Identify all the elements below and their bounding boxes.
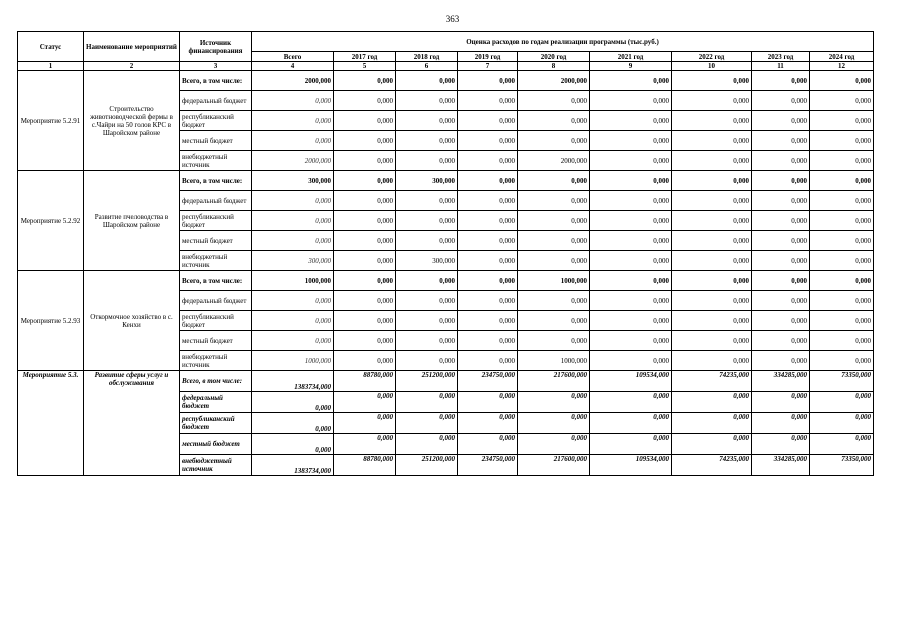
value-cell: 0,000 — [810, 434, 874, 455]
header-status: Статус — [18, 32, 84, 62]
value-cell: 0,000 — [458, 434, 518, 455]
value-cell: 2000,000 — [518, 71, 590, 91]
value-cell: 0,000 — [334, 291, 396, 311]
value-cell: 0,000 — [672, 131, 752, 151]
value-cell: 1000,000 — [252, 271, 334, 291]
value-cell: 0,000 — [590, 151, 672, 171]
funding-source: местный бюджет — [180, 434, 252, 455]
funding-source: Всего, в том числе: — [180, 371, 252, 392]
value-cell: 0,000 — [810, 311, 874, 331]
funding-source: внебюджетный источник — [180, 151, 252, 171]
value-cell: 0,000 — [590, 231, 672, 251]
value-cell: 0,000 — [252, 211, 334, 231]
value-cell: 0,000 — [518, 111, 590, 131]
value-cell: 0,000 — [396, 191, 458, 211]
table-row — [18, 171, 874, 191]
value-cell: 0,000 — [252, 231, 334, 251]
value-cell: 0,000 — [458, 231, 518, 251]
funding-source: внебюджетный источник — [180, 455, 252, 476]
value-cell: 73350,000 — [810, 455, 874, 476]
value-cell: 0,000 — [334, 311, 396, 331]
page-number: 363 — [445, 14, 460, 24]
value-cell: 0,000 — [590, 351, 672, 371]
value-cell: 0,000 — [396, 111, 458, 131]
value-cell: 0,000 — [672, 392, 752, 413]
funding-source: республиканский бюджет — [180, 311, 252, 331]
value-cell: 0,000 — [396, 331, 458, 351]
header-colnum-3: 3 — [180, 62, 252, 71]
value-cell: 0,000 — [810, 111, 874, 131]
value-cell: 0,000 — [752, 91, 810, 111]
value-cell: 0,000 — [810, 191, 874, 211]
value-cell: 0,000 — [396, 311, 458, 331]
value-cell: 0,000 — [458, 311, 518, 331]
value-cell: 0,000 — [672, 311, 752, 331]
header-year-2: 2018 год — [396, 52, 458, 62]
value-cell: 88780,000 — [334, 455, 396, 476]
funding-source: федеральный бюджет — [180, 392, 252, 413]
funding-source: Всего, в том числе: — [180, 71, 252, 91]
value-cell: 0,000 — [396, 91, 458, 111]
table-row — [18, 71, 874, 91]
value-cell: 0,000 — [590, 111, 672, 131]
value-cell: 0,000 — [518, 311, 590, 331]
value-cell: 0,000 — [518, 291, 590, 311]
value-cell: 0,000 — [334, 351, 396, 371]
value-cell: 334285,000 — [752, 455, 810, 476]
header-colnum-4: 4 — [252, 62, 334, 71]
value-cell: 0,000 — [752, 413, 810, 434]
funding-source: республиканский бюджет — [180, 413, 252, 434]
value-cell: 0,000 — [810, 131, 874, 151]
value-cell: 0,000 — [672, 351, 752, 371]
measure-status: Мероприятие 5.2.91 — [18, 71, 84, 171]
funding-source: внебюджетный источник — [180, 251, 252, 271]
value-cell: 0,000 — [396, 71, 458, 91]
value-cell: 0,000 — [810, 291, 874, 311]
header-colnum-8: 8 — [518, 62, 590, 71]
value-cell: 2000,000 — [518, 151, 590, 171]
value-cell: 0,000 — [252, 434, 334, 455]
value-cell: 0,000 — [518, 231, 590, 251]
value-cell: 0,000 — [810, 231, 874, 251]
value-cell: 0,000 — [334, 211, 396, 231]
header-colnum-12: 12 — [810, 62, 874, 71]
value-cell: 0,000 — [396, 211, 458, 231]
header-estimate: Оценка расходов по годам реализации программы (тыс.руб.) — [252, 32, 874, 52]
value-cell: 0,000 — [396, 351, 458, 371]
value-cell: 0,000 — [672, 331, 752, 351]
funding-source: республиканский бюджет — [180, 111, 252, 131]
value-cell: 0,000 — [334, 171, 396, 191]
funding-source: Всего, в том числе: — [180, 271, 252, 291]
value-cell: 0,000 — [334, 131, 396, 151]
value-cell: 74235,000 — [672, 455, 752, 476]
value-cell: 109534,000 — [590, 371, 672, 392]
value-cell: 0,000 — [810, 351, 874, 371]
value-cell: 0,000 — [810, 71, 874, 91]
value-cell: 88780,000 — [334, 371, 396, 392]
value-cell: 0,000 — [458, 131, 518, 151]
table-row — [18, 371, 874, 392]
value-cell: 0,000 — [752, 71, 810, 91]
value-cell: 0,000 — [752, 311, 810, 331]
funding-source: республиканский бюджет — [180, 211, 252, 231]
funding-source: местный бюджет — [180, 231, 252, 251]
funding-source: внебюджетный источник — [180, 351, 252, 371]
value-cell: 0,000 — [752, 271, 810, 291]
value-cell: 300,000 — [252, 171, 334, 191]
value-cell: 1000,000 — [252, 351, 334, 371]
value-cell: 0,000 — [252, 291, 334, 311]
value-cell: 1000,000 — [518, 271, 590, 291]
measure-status: Мероприятие 5.3. — [18, 371, 84, 476]
value-cell: 0,000 — [810, 413, 874, 434]
value-cell: 0,000 — [518, 434, 590, 455]
value-cell: 0,000 — [672, 71, 752, 91]
value-cell: 2000,000 — [252, 151, 334, 171]
value-cell: 0,000 — [810, 171, 874, 191]
value-cell: 251200,000 — [396, 455, 458, 476]
header-source: Источник финансирования — [180, 32, 252, 62]
value-cell: 0,000 — [252, 311, 334, 331]
value-cell: 0,000 — [458, 211, 518, 231]
value-cell: 0,000 — [334, 111, 396, 131]
value-cell: 300,000 — [396, 251, 458, 271]
value-cell: 0,000 — [458, 351, 518, 371]
value-cell: 0,000 — [590, 413, 672, 434]
value-cell: 0,000 — [810, 392, 874, 413]
value-cell: 0,000 — [590, 191, 672, 211]
table-row — [18, 271, 874, 291]
value-cell: 0,000 — [672, 151, 752, 171]
value-cell: 0,000 — [752, 231, 810, 251]
value-cell: 0,000 — [672, 291, 752, 311]
header-colnum-2: 2 — [84, 62, 180, 71]
value-cell: 0,000 — [252, 131, 334, 151]
value-cell: 0,000 — [810, 151, 874, 171]
value-cell: 0,000 — [752, 434, 810, 455]
value-cell: 73350,000 — [810, 371, 874, 392]
value-cell: 0,000 — [252, 331, 334, 351]
value-cell: 0,000 — [334, 151, 396, 171]
value-cell: 0,000 — [752, 131, 810, 151]
value-cell: 300,000 — [396, 171, 458, 191]
funding-source: федеральный бюджет — [180, 191, 252, 211]
value-cell: 0,000 — [458, 191, 518, 211]
funding-source: местный бюджет — [180, 331, 252, 351]
value-cell: 0,000 — [458, 151, 518, 171]
value-cell: 0,000 — [334, 191, 396, 211]
header-year-6: 2022 год — [672, 52, 752, 62]
value-cell: 0,000 — [252, 392, 334, 413]
value-cell: 0,000 — [672, 271, 752, 291]
value-cell: 0,000 — [810, 331, 874, 351]
value-cell: 0,000 — [672, 171, 752, 191]
header-year-3: 2019 год — [458, 52, 518, 62]
value-cell: 0,000 — [518, 191, 590, 211]
funding-source: федеральный бюджет — [180, 91, 252, 111]
value-cell: 0,000 — [752, 392, 810, 413]
value-cell: 0,000 — [518, 91, 590, 111]
value-cell: 0,000 — [810, 91, 874, 111]
funding-source: местный бюджет — [180, 131, 252, 151]
value-cell: 234750,000 — [458, 455, 518, 476]
header-year-0: Всего — [252, 52, 334, 62]
header-colnum-11: 11 — [752, 62, 810, 71]
value-cell: 0,000 — [458, 251, 518, 271]
value-cell: 0,000 — [396, 271, 458, 291]
value-cell: 0,000 — [518, 131, 590, 151]
value-cell: 0,000 — [334, 392, 396, 413]
header-colnum-10: 10 — [672, 62, 752, 71]
funding-source: федеральный бюджет — [180, 291, 252, 311]
value-cell: 0,000 — [752, 351, 810, 371]
expense-table — [17, 31, 874, 476]
value-cell: 0,000 — [672, 434, 752, 455]
value-cell: 109534,000 — [590, 455, 672, 476]
measure-name: Строительство животноводческой фермы в с.Чайри на 50 голов КРС в Шаройском районе — [84, 71, 180, 171]
measure-name: Откормочное хозяйство в с. Кенхи — [84, 271, 180, 371]
header-colnum-6: 6 — [396, 62, 458, 71]
value-cell: 0,000 — [252, 91, 334, 111]
value-cell: 0,000 — [334, 434, 396, 455]
value-cell: 334285,000 — [752, 371, 810, 392]
value-cell: 0,000 — [590, 71, 672, 91]
value-cell: 0,000 — [672, 211, 752, 231]
value-cell: 0,000 — [458, 331, 518, 351]
value-cell: 0,000 — [590, 291, 672, 311]
value-cell: 0,000 — [752, 151, 810, 171]
value-cell: 0,000 — [458, 392, 518, 413]
value-cell: 0,000 — [590, 211, 672, 231]
value-cell: 0,000 — [252, 191, 334, 211]
value-cell: 0,000 — [518, 211, 590, 231]
value-cell: 1383734,000 — [252, 371, 334, 392]
value-cell: 0,000 — [396, 392, 458, 413]
measure-status: Мероприятие 5.2.92 — [18, 171, 84, 271]
value-cell: 0,000 — [334, 231, 396, 251]
value-cell: 0,000 — [252, 413, 334, 434]
value-cell: 0,000 — [672, 91, 752, 111]
value-cell: 0,000 — [396, 151, 458, 171]
value-cell: 0,000 — [672, 231, 752, 251]
header-colnum-9: 9 — [590, 62, 672, 71]
value-cell: 234750,000 — [458, 371, 518, 392]
value-cell: 0,000 — [334, 91, 396, 111]
value-cell: 0,000 — [334, 251, 396, 271]
header-colnum-5: 5 — [334, 62, 396, 71]
header-colnum-7: 7 — [458, 62, 518, 71]
value-cell: 0,000 — [518, 392, 590, 413]
value-cell: 0,000 — [396, 413, 458, 434]
header-year-4: 2020 год — [518, 52, 590, 62]
value-cell: 0,000 — [752, 111, 810, 131]
value-cell: 251200,000 — [396, 371, 458, 392]
value-cell: 1000,000 — [518, 351, 590, 371]
value-cell: 0,000 — [672, 251, 752, 271]
value-cell: 0,000 — [752, 211, 810, 231]
value-cell: 0,000 — [458, 171, 518, 191]
value-cell: 0,000 — [334, 71, 396, 91]
value-cell: 0,000 — [810, 251, 874, 271]
header-year-8: 2024 год — [810, 52, 874, 62]
value-cell: 0,000 — [518, 331, 590, 351]
value-cell: 0,000 — [458, 413, 518, 434]
value-cell: 0,000 — [810, 211, 874, 231]
value-cell: 0,000 — [518, 171, 590, 191]
value-cell: 0,000 — [590, 434, 672, 455]
header-year-5: 2021 год — [590, 52, 672, 62]
value-cell: 0,000 — [458, 111, 518, 131]
funding-source: Всего, в том числе: — [180, 171, 252, 191]
measure-status: Мероприятие 5.2.93 — [18, 271, 84, 371]
value-cell: 217600,000 — [518, 455, 590, 476]
header-year-7: 2023 год — [752, 52, 810, 62]
value-cell: 0,000 — [672, 191, 752, 211]
value-cell: 0,000 — [590, 271, 672, 291]
value-cell: 0,000 — [458, 91, 518, 111]
value-cell: 0,000 — [590, 311, 672, 331]
value-cell: 0,000 — [334, 271, 396, 291]
value-cell: 0,000 — [396, 131, 458, 151]
value-cell: 0,000 — [458, 271, 518, 291]
value-cell: 0,000 — [334, 413, 396, 434]
value-cell: 0,000 — [752, 171, 810, 191]
value-cell: 0,000 — [810, 271, 874, 291]
value-cell: 217600,000 — [518, 371, 590, 392]
value-cell: 0,000 — [590, 91, 672, 111]
value-cell: 0,000 — [672, 413, 752, 434]
value-cell: 0,000 — [334, 331, 396, 351]
value-cell: 0,000 — [590, 171, 672, 191]
value-cell: 0,000 — [752, 251, 810, 271]
value-cell: 0,000 — [518, 413, 590, 434]
value-cell: 0,000 — [396, 231, 458, 251]
value-cell: 74235,000 — [672, 371, 752, 392]
value-cell: 0,000 — [396, 291, 458, 311]
value-cell: 0,000 — [252, 111, 334, 131]
value-cell: 300,000 — [252, 251, 334, 271]
measure-name: Развитие сферы услуг и обслуживания — [84, 371, 180, 476]
value-cell: 0,000 — [396, 434, 458, 455]
value-cell: 2000,000 — [252, 71, 334, 91]
header-colnum-1: 1 — [18, 62, 84, 71]
measure-name: Развитие пчеловодства в Шаройском районе — [84, 171, 180, 271]
value-cell: 0,000 — [458, 71, 518, 91]
value-cell: 1383734,000 — [252, 455, 334, 476]
value-cell: 0,000 — [590, 331, 672, 351]
value-cell: 0,000 — [590, 131, 672, 151]
value-cell: 0,000 — [752, 331, 810, 351]
value-cell: 0,000 — [458, 291, 518, 311]
value-cell: 0,000 — [518, 251, 590, 271]
header-name: Наименование мероприятий — [84, 32, 180, 62]
value-cell: 0,000 — [752, 291, 810, 311]
value-cell: 0,000 — [590, 392, 672, 413]
value-cell: 0,000 — [672, 111, 752, 131]
value-cell: 0,000 — [752, 191, 810, 211]
header-year-1: 2017 год — [334, 52, 396, 62]
value-cell: 0,000 — [590, 251, 672, 271]
